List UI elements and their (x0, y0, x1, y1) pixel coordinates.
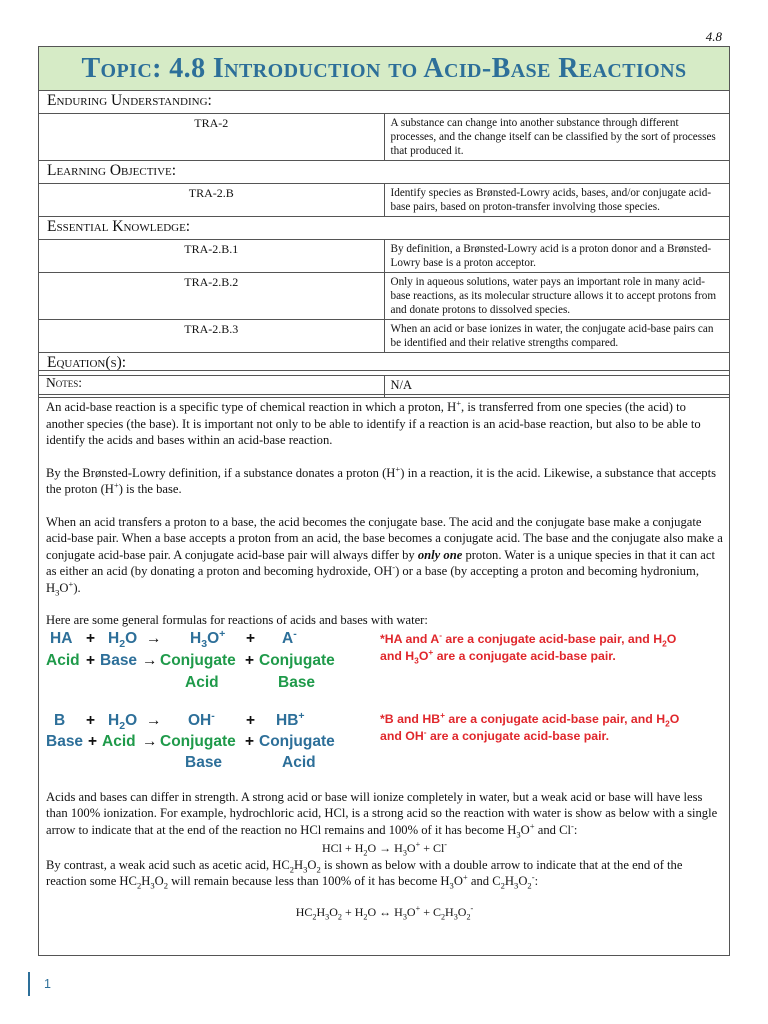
page-reference: 4.8 (705, 29, 722, 44)
knowledge-text: When an acid or base ionizes in water, the conjugate acid-base pairs can be identified and their relative strengths compared. (384, 320, 730, 353)
notes-paragraph-1: An acid-base reaction is a specific type of chemical reaction in which a proton, H+, is transferred from one species (the acid) to another species (the base). It is important not only to be able to identify if a reaction is an acid-base reaction, but also to be able to identify the acids and bases within an acid-base reaction. (46, 397, 701, 447)
knowledge-code: TRA-2.B.1 (39, 240, 385, 273)
notes-paragraph-2: By the Brønsted-Lowry definition, if a substance donates a proton (H+) in a reaction, it is the acid. Likewise, a substance that accepts the proton (H+) is the base. (46, 463, 717, 496)
weak-acid-equation: $HC_2H_3O_2 + H_2O$ ↔ $H_3O^+ + C_2H_3O_2^-$ (295, 903, 474, 921)
role: Base (46, 732, 84, 750)
objective-row (39, 184, 730, 217)
species: $H_3O^+$ (190, 627, 226, 650)
enduring-text: A substance can change into another substance through different processes, and the change itself can be classified by the sort of processes that produced it. (384, 114, 730, 161)
species: HA (50, 629, 73, 647)
notes-paragraph-5: By contrast, a weak acid such as acetic acid, $HC_2H_3O_2$ is shown as below with a double arrow to indicate that at the end of the reaction some $HC_2H_3O_2$ will remain because less than 100% of it has become $H_3O^+$ and $C_2H_3O_2^-$: (46, 857, 683, 891)
role: Acid (185, 673, 219, 691)
learning-objective-heading: Learning Objective: (39, 161, 730, 184)
topic-table (38, 46, 730, 398)
role: Acid (102, 732, 136, 750)
species: $H_2O$ (108, 629, 138, 650)
notes-box (38, 370, 730, 956)
role: Base (278, 673, 316, 691)
role: Conjugate (259, 651, 335, 669)
equation-value: N/A (384, 376, 730, 398)
species: B (54, 711, 66, 729)
role: Base (100, 651, 138, 669)
essential-knowledge-heading: Essential Knowledge: (39, 217, 730, 240)
knowledge-text: By definition, a Brønsted-Lowry acid is a proton donor and a Brønsted-Lowry base is a proton acceptor. (384, 240, 730, 273)
notes-paragraph-4: Acids and bases can differ in strength. A strong acid or base will ionize completely in water, but a weak acid or base will have less than 100% ionization. For example, hydrochloric acid, HCl, is a strong acid so the reaction with water is show as below with a single arrow to indicate that at the end of the reaction no HCl remains and 100% of it has become $H_3O^+$ and Cl-: (46, 789, 718, 840)
formulas-intro: Here are some general formulas for reactions of acids and bases with water: (46, 613, 428, 627)
role: Acid (282, 753, 316, 771)
reaction-note: *B and HB+ are a conjugate acid-base pair, and $H_2O$ and OH- are a conjugate acid-base pair. (380, 709, 680, 743)
enduring-code: TRA-2 (39, 114, 385, 161)
species: $H_2O$ (108, 711, 138, 732)
strong-acid-equation: HCl + $H_2O \to H_3O^+ + Cl^-$ (321, 840, 448, 858)
reaction-acid: HA + $H_2O$ → $H_3O^+$ + A- Acid + Base → Conjugate + Conjugate Acid Base *HA and A- are a conjugate acid-base pair, and $H_2O$ and $H_3O^+$ are a conjugate acid-base pair. (46, 629, 723, 709)
objective-text: Identify species as Brønsted-Lowry acids, bases, and/or conjugate acid-base pairs, based on proton-transfer involving those species. (384, 184, 730, 217)
reaction-base: B + $H_2O$ → OH- + HB+ Base + Acid → Conjugate + Conjugate Base Acid *B and HB+ are a conjugate acid-base pair, and $H_2O$ and OH- are a conjugate acid-base pair. (46, 709, 680, 771)
knowledge-code: TRA-2.B.2 (39, 273, 385, 320)
enduring-understanding-heading: Enduring Understanding: (39, 91, 730, 114)
notes-body (39, 395, 729, 920)
knowledge-row (39, 240, 730, 273)
role: Conjugate (160, 651, 236, 669)
knowledge-row (39, 320, 730, 353)
notes-heading: Notes: (39, 371, 729, 395)
species: A- (282, 627, 297, 647)
reaction-note: *HA and A- are a conjugate acid-base pair, and $H_2O$ and $H_3O^+$ are a conjugate acid-base pair. (380, 629, 677, 665)
topic-title-cell (39, 47, 730, 91)
knowledge-row (39, 273, 730, 320)
species: OH- (188, 709, 215, 729)
role: Conjugate (259, 732, 335, 750)
equations-heading: Equation(s): (39, 353, 730, 376)
knowledge-text: Only in aqueous solutions, water pays an important role in many acid-base reactions, as its molecular structure allows it to accept protons from and donate protons to dissolved species. (384, 273, 730, 320)
species: HB+ (276, 709, 305, 729)
footer-divider (28, 972, 30, 996)
notes-paragraph-3: When an acid transfers a proton to a base, the acid becomes the conjugate base. The acid and the conjugate base make a conjugate acid-base pair. When a base accepts a proton from an acid, the base becomes a conjugate acid. The base and the conjugate also make a conjugate acid-base pair. A conjugate acid-base pair will always differ by only one proton. Water is a unique species in that it can act as either an acid (by donating a proton and becoming hydroxide, OH-) or a base (by accepting a proton and becoming hydronium, $H_3O^+$). (46, 514, 723, 598)
enduring-row (39, 114, 730, 161)
knowledge-code: TRA-2.B.3 (39, 320, 385, 353)
role: Acid (46, 651, 80, 669)
topic-title: Topic: 4.8 Introduction to Acid-Base Reactions (81, 52, 687, 84)
objective-code: TRA-2.B (39, 184, 385, 217)
page-number: 1 (44, 977, 51, 991)
role: Base (185, 753, 223, 771)
role: Conjugate (160, 732, 236, 750)
